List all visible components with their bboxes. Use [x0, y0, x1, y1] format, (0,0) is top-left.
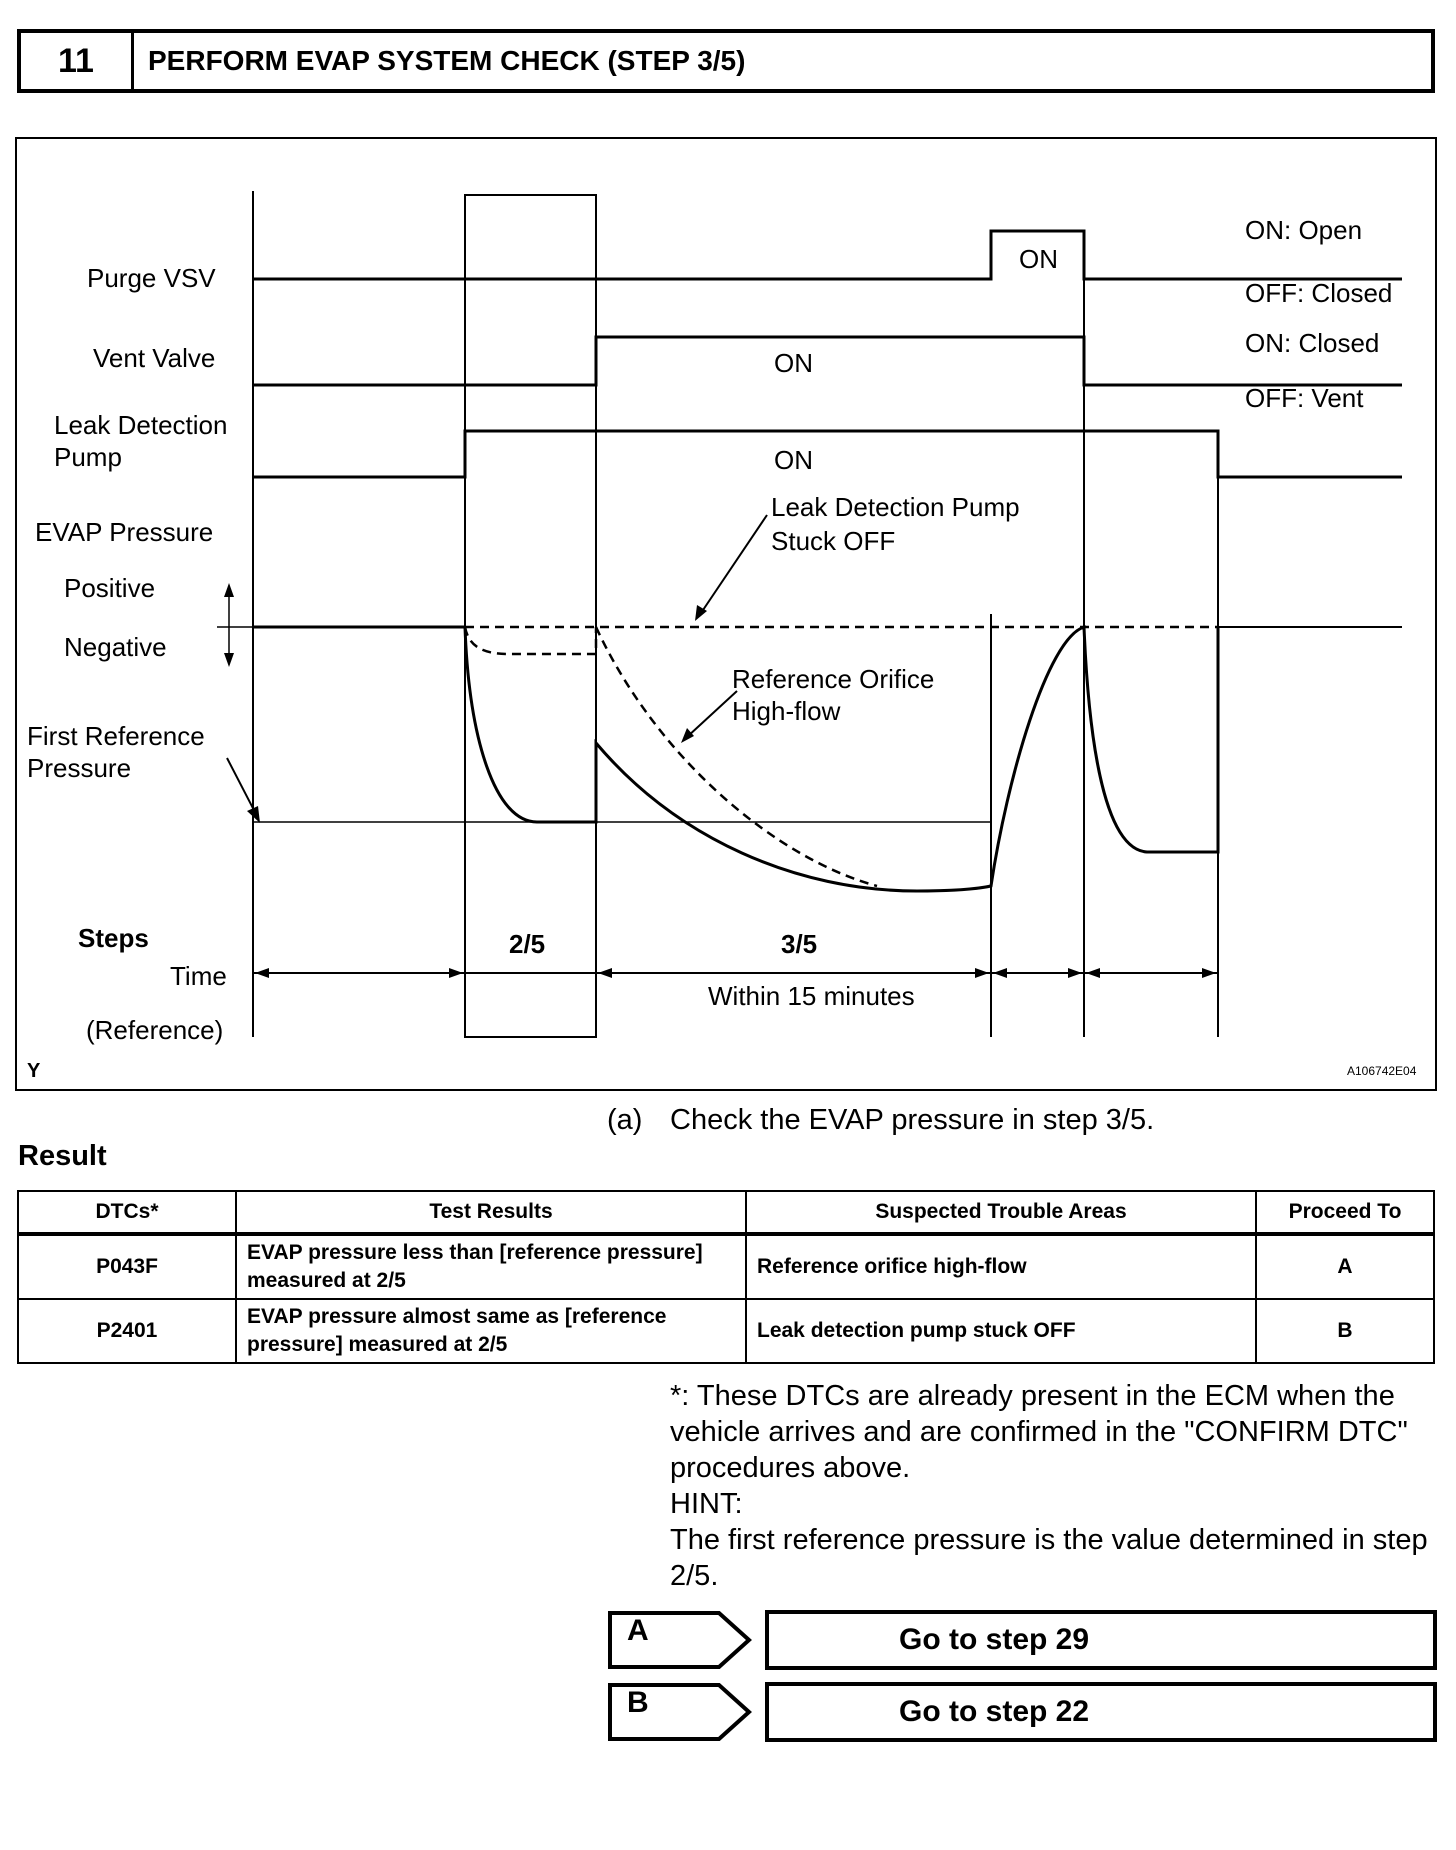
label-positive: Positive [64, 573, 156, 603]
go-to-step-22-button[interactable]: Go to step 22 [765, 1682, 1437, 1742]
step-title: PERFORM EVAP SYSTEM CHECK (STEP 3/5) [148, 45, 746, 76]
vent-on-label: ON [774, 348, 813, 378]
high-flow-annotation-line2: High-flow [732, 696, 841, 726]
col-header-dtc: DTCs* [18, 1191, 236, 1234]
cell-test: EVAP pressure almost same as [reference pressure] measured at 2/5 [236, 1299, 746, 1363]
arrow-head [449, 968, 463, 978]
instruction-text: Check the EVAP pressure in step 3/5. [670, 1104, 1155, 1136]
stuck-off-annotation-line2: Stuck OFF [771, 526, 896, 556]
label-time: Time [170, 961, 227, 991]
arrow-head [1202, 968, 1216, 978]
label-steps: Steps [78, 923, 149, 953]
arrow-head [993, 968, 1007, 978]
hint-label: HINT: [670, 1488, 743, 1520]
col-header-test: Test Results [236, 1191, 746, 1234]
label-purge-vsv: Purge VSV [87, 263, 216, 293]
arrow-head [224, 583, 234, 597]
label-first-reference-line2: Pressure [27, 753, 132, 783]
high-flow-dip-curve [465, 627, 596, 654]
cell-area: Leak detection pump stuck OFF [746, 1299, 1256, 1363]
step-header [17, 29, 1435, 93]
purge-vsv-signal [253, 231, 1402, 279]
pump-signal [253, 431, 1402, 477]
arrow-head [255, 968, 269, 978]
high-flow-leader [687, 691, 737, 737]
arrow-head [598, 968, 612, 978]
high-flow-annotation-line1: Reference Orifice [732, 664, 935, 694]
table-row [18, 1299, 1434, 1363]
result-table [17, 1190, 1435, 1364]
within-15-minutes-label: Within 15 minutes [708, 981, 915, 1011]
notes [670, 1378, 1440, 1594]
step-2-label: 2/5 [509, 929, 546, 959]
label-evap-pressure: EVAP Pressure [35, 517, 214, 547]
arrow-head [1068, 968, 1082, 978]
corner-letter: Y [27, 1060, 41, 1082]
legend-purge-off: OFF: Closed [1245, 278, 1393, 308]
legend-vent-off: OFF: Vent [1245, 383, 1364, 413]
nav-letter-a: A [627, 1614, 649, 1647]
figure-id: A106742E04 [1347, 1064, 1417, 1078]
nav-letter-b: B [627, 1686, 649, 1719]
label-first-reference-line1: First Reference [27, 721, 205, 751]
nav-row-b [607, 1682, 1437, 1742]
cell-proceed: A [1256, 1234, 1434, 1299]
step-number: 11 [21, 33, 134, 89]
arrow-head [681, 728, 694, 743]
cell-test: EVAP pressure less than [reference pressure] measured at 2/5 [236, 1234, 746, 1299]
label-vent-valve: Vent Valve [93, 343, 216, 373]
col-header-proceed: Proceed To [1256, 1191, 1434, 1234]
result-heading: Result [18, 1140, 107, 1172]
timing-diagram [15, 137, 1437, 1091]
step-3-label: 3/5 [781, 929, 818, 959]
arrow-head [975, 968, 989, 978]
cell-dtc: P2401 [18, 1299, 236, 1363]
stuck-off-leader [701, 515, 767, 613]
legend-purge-on: ON: Open [1245, 215, 1363, 245]
purge-on-label: ON [1019, 244, 1058, 274]
vent-valve-signal [253, 337, 1402, 385]
table-row [18, 1234, 1434, 1299]
label-reference: (Reference) [86, 1015, 224, 1045]
hint-text: The first reference pressure is the value determined in step 2/5. [670, 1524, 1428, 1592]
stuck-off-annotation-line1: Leak Detection Pump [771, 492, 1020, 522]
arrow-head [224, 653, 234, 667]
label-negative: Negative [64, 632, 167, 662]
cell-dtc: P043F [18, 1234, 236, 1299]
label-leak-pump-line1: Leak Detection [54, 410, 228, 440]
dtc-footnote: *: These DTCs are already present in the ECM when the vehicle arrives and are confirmed in the "CONFIRM DTC" procedures above. [670, 1380, 1408, 1484]
go-to-step-29-button[interactable]: Go to step 29 [765, 1610, 1437, 1670]
table-header-row [18, 1191, 1434, 1234]
cell-proceed: B [1256, 1299, 1434, 1363]
legend-vent-on: ON: Closed [1245, 328, 1380, 358]
instruction [607, 1104, 1154, 1137]
arrow-head [1086, 968, 1100, 978]
col-header-area: Suspected Trouble Areas [746, 1191, 1256, 1234]
step2-box [465, 195, 596, 1037]
label-leak-pump-line2: Pump [54, 442, 122, 472]
nav-row-a [607, 1610, 1437, 1670]
instruction-label: (a) [607, 1104, 643, 1136]
pump-on-label: ON [774, 445, 813, 475]
timing-diagram-svg [17, 139, 1439, 1093]
cell-area: Reference orifice high-flow [746, 1234, 1256, 1299]
